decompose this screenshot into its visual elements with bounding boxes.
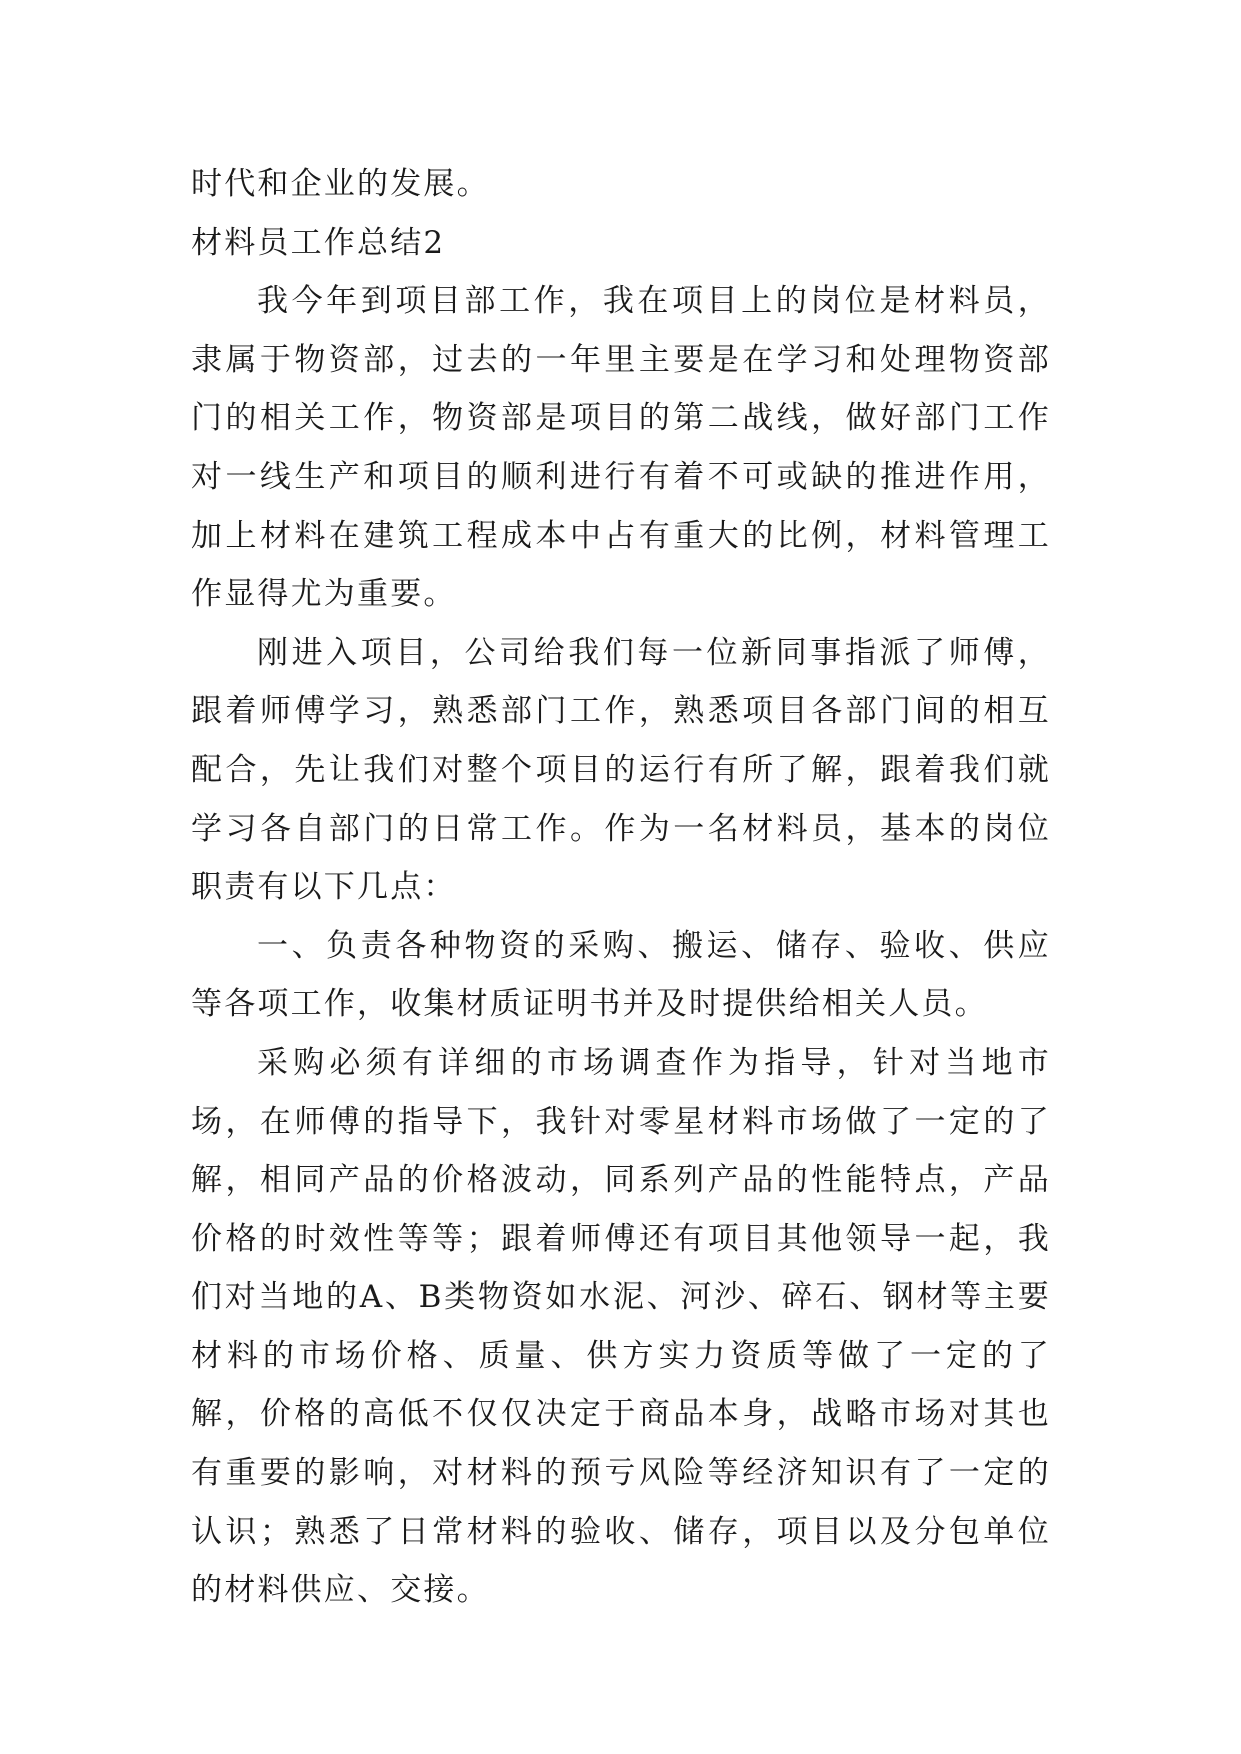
paragraph-mentor: 刚进入项目，公司给我们每一位新同事指派了师傅，跟着师傅学习，熟悉部门工作，熟悉项目各部门间的相互配合，先让我们对整个项目的运行有所了解，跟着我们就学习各自部门的日常工作。作为一名材料员，基本的岗位职责有以下几点： — [191, 634, 1051, 906]
paragraph-procurement: 采购必须有详细的市场调查作为指导，针对当地市场，在师傅的指导下，我针对零星材料市场做了一定的了解，相同产品的价格波动，同系列产品的性能特点，产品价格的时效性等等；跟着师傅还有项目其他领导一起，我们对当地的A、B类物资如水泥、河沙、碎石、钢材等主要材料的市场价格、质量、供方实力资质等做了一定的了解，价格的高低不仅仅决定于商品本身，战略市场对其也有重要的影响，对材料的预亏风险等经济知识有了一定的认识；熟悉了日常材料的验收、储存，项目以及分包单位的材料供应、交接。 — [191, 1044, 1051, 1609]
paragraph-duty-one: 一、负责各种物资的采购、搬运、储存、验收、供应等各项工作，收集材质证明书并及时提供给相关人员。 — [191, 927, 1051, 1023]
paragraph-continuation: 时代和企业的发展。 — [191, 166, 490, 202]
paragraph-intro: 我今年到项目部工作，我在项目上的岗位是材料员，隶属于物资部，过去的一年里主要是在学习和处理物资部门的相关工作，物资部是项目的第二战线，做好部门工作对一线生产和项目的顺利进行有着不可或缺的推进作用，加上材料在建筑工程成本中占有重大的比例，材料管理工作显得尤为重要。 — [191, 283, 1051, 613]
document-body — [191, 155, 1051, 1620]
section-heading: 材料员工作总结2 — [191, 224, 446, 261]
